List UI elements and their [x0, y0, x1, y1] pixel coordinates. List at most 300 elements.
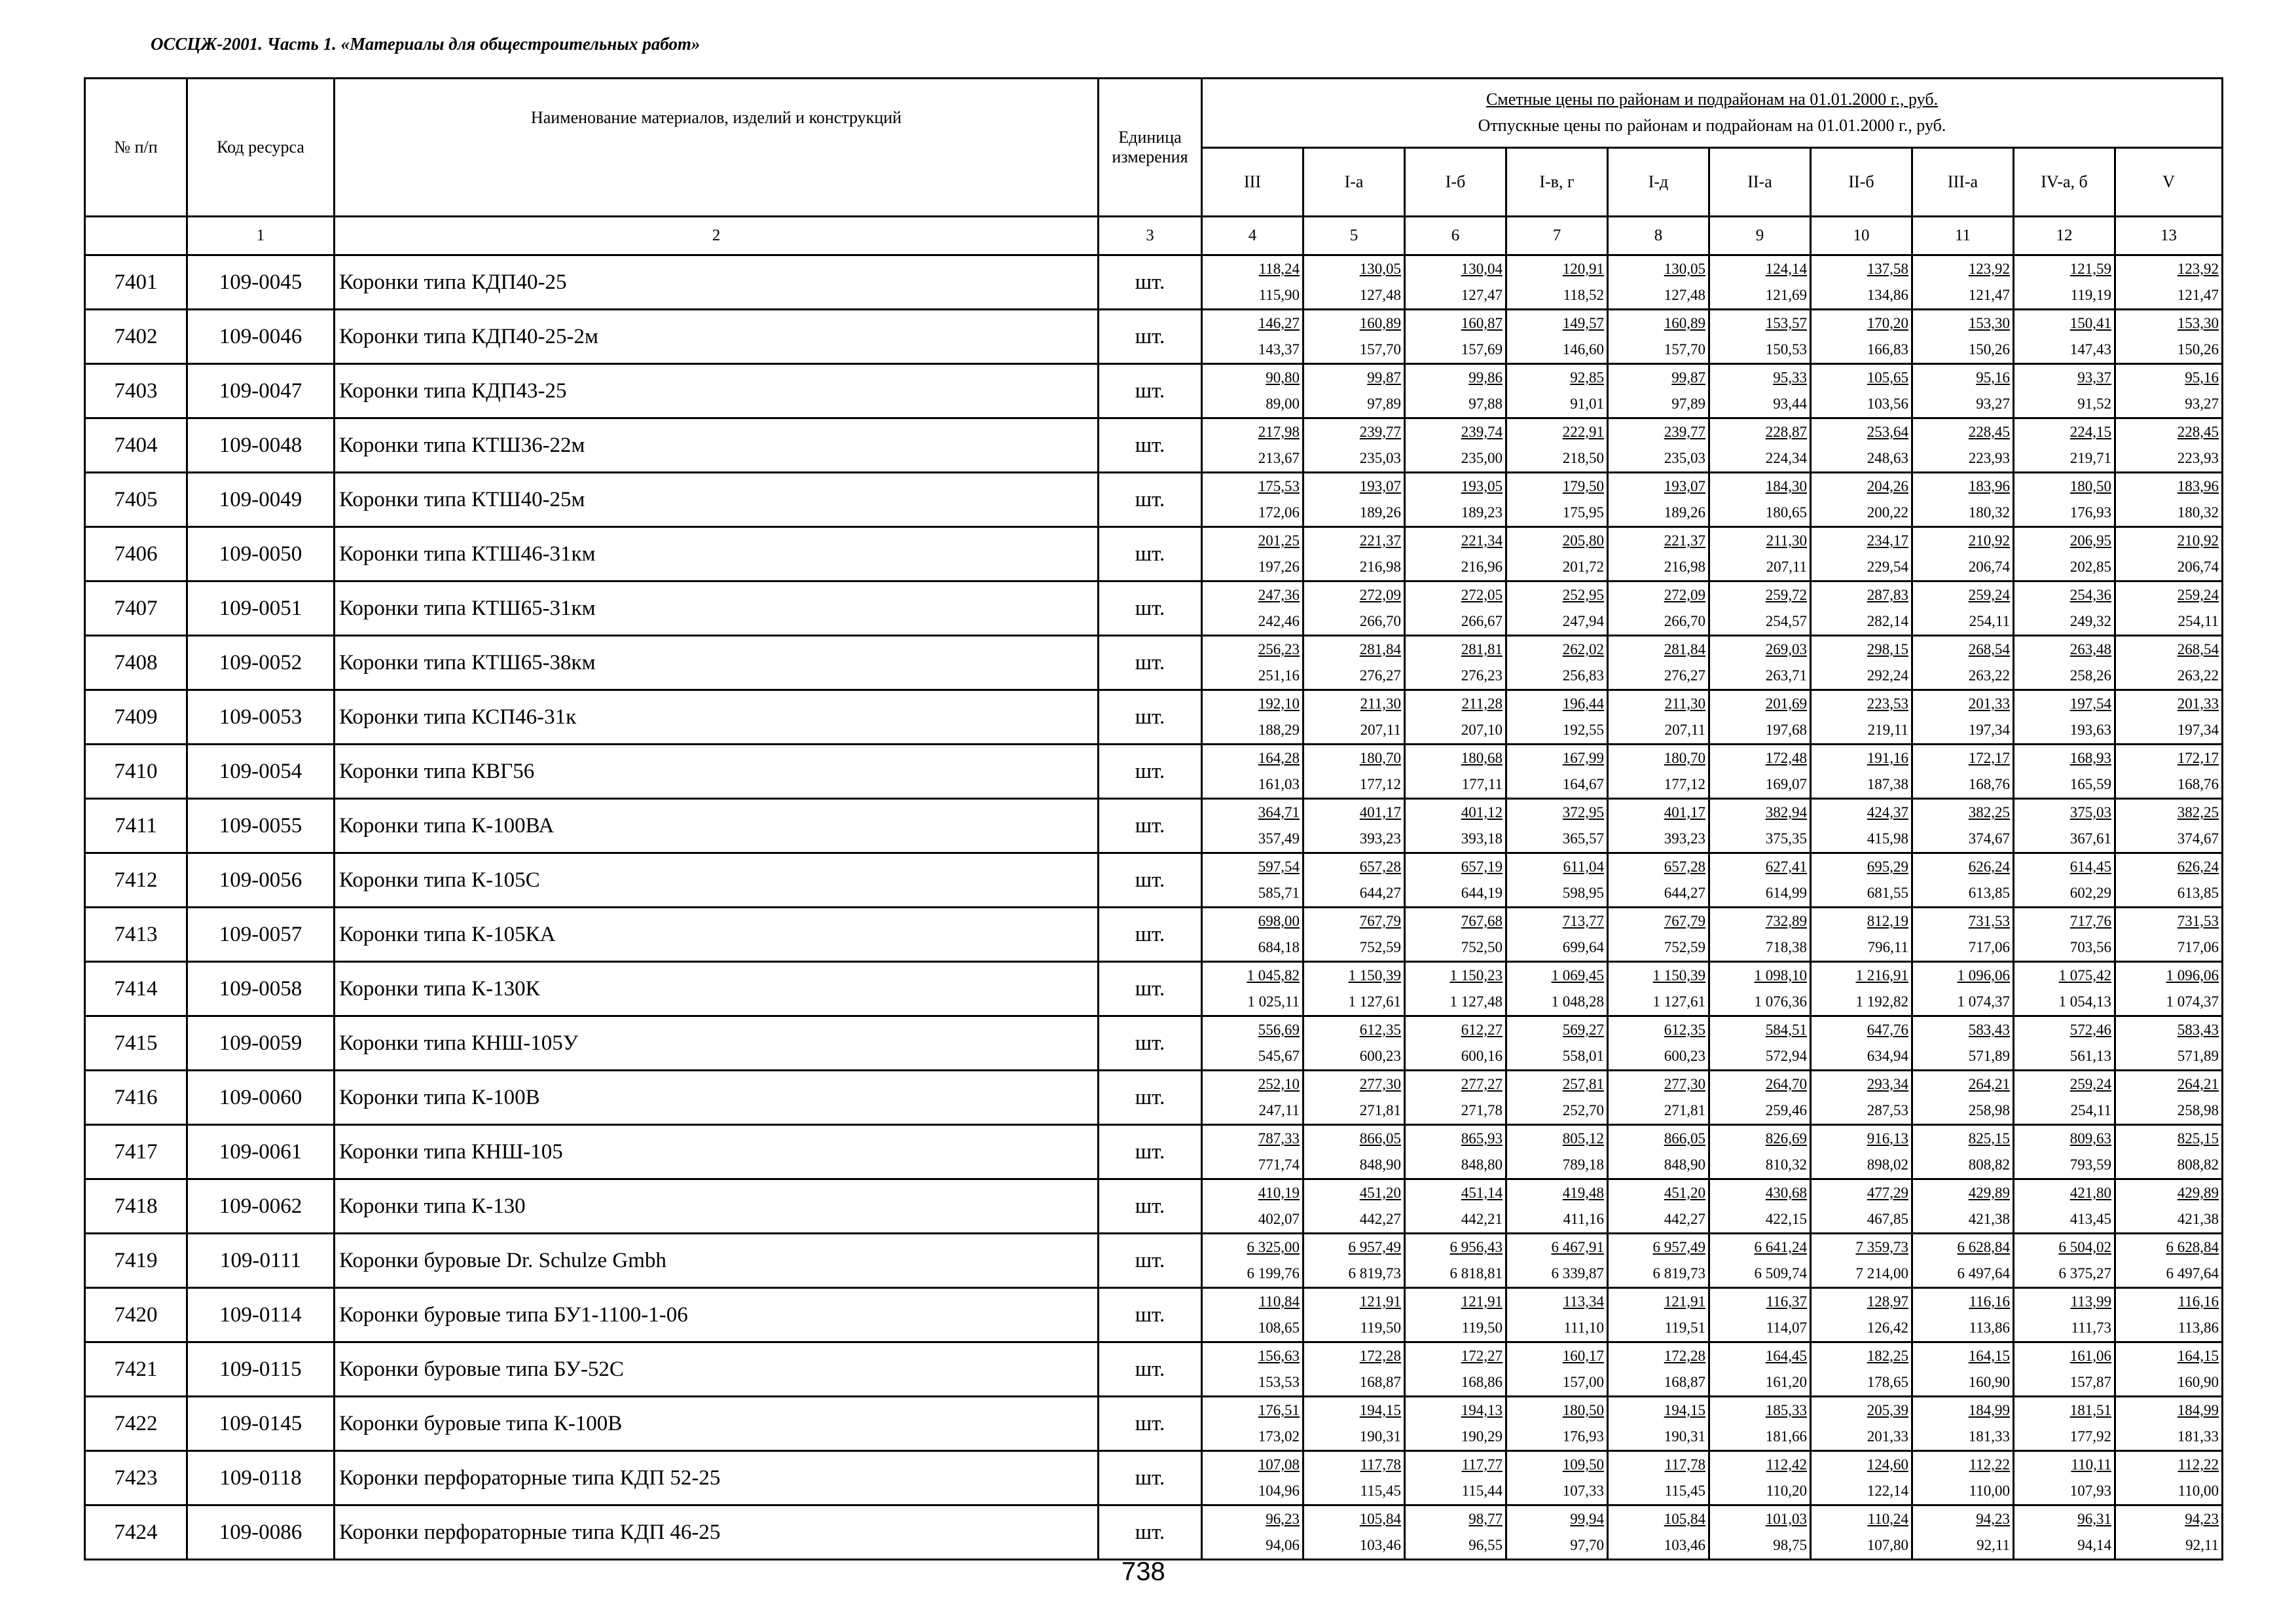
- estimate-price: 164,45: [1765, 1348, 1807, 1364]
- estimate-price: 99,87: [1367, 369, 1401, 386]
- price-cell: [1811, 310, 1912, 364]
- price-cell: [2115, 418, 2223, 473]
- release-price: 146,60: [1562, 341, 1604, 358]
- price-cell: [1303, 636, 1405, 690]
- column-number: 12: [2014, 217, 2115, 255]
- price-cell: [1912, 1342, 2014, 1397]
- price-table: [84, 77, 2223, 1560]
- estimate-price: 112,22: [2178, 1456, 2219, 1473]
- material-name: Коронки буровые типа К-100В: [335, 1397, 1099, 1451]
- estimate-price: 150,41: [2069, 315, 2111, 331]
- resource-code: 109-0050: [187, 527, 335, 581]
- estimate-price: 7 359,73: [1855, 1239, 1908, 1255]
- estimate-price: 809,63: [2069, 1130, 2111, 1147]
- unit-cell: шт.: [1099, 1125, 1202, 1179]
- release-price: 561,13: [2069, 1048, 2111, 1064]
- price-cell: [2014, 853, 2115, 908]
- release-price: 91,52: [2077, 396, 2111, 412]
- price-cell: [1709, 1505, 1811, 1560]
- material-name: Коронки типа К-105КА: [335, 908, 1099, 962]
- estimate-price: 201,25: [1258, 532, 1300, 549]
- estimate-price: 1 045,82: [1247, 967, 1300, 984]
- estimate-price: 569,27: [1562, 1022, 1604, 1038]
- estimate-price: 221,37: [1359, 532, 1401, 549]
- estimate-price: 257,81: [1562, 1076, 1604, 1092]
- unit-cell: шт.: [1099, 1234, 1202, 1288]
- table-row: [85, 745, 2223, 799]
- price-cell: [1709, 1451, 1811, 1505]
- estimate-price: 614,45: [2069, 858, 2111, 875]
- table-row: [85, 1234, 2223, 1288]
- release-price: 258,98: [2177, 1102, 2219, 1118]
- release-price: 189,26: [1359, 504, 1401, 521]
- release-price: 247,94: [1562, 613, 1604, 629]
- price-cell: [1912, 1234, 2014, 1288]
- table-row: [85, 853, 2223, 908]
- release-price: 6 497,64: [2166, 1265, 2219, 1282]
- estimate-price: 239,77: [1664, 424, 1705, 440]
- unit-cell: шт.: [1099, 255, 1202, 310]
- price-cell: [2014, 1179, 2115, 1234]
- release-price: 442,21: [1461, 1211, 1503, 1227]
- price-cell: [1608, 1234, 1709, 1288]
- release-price: 266,67: [1461, 613, 1503, 629]
- price-cell: [1811, 690, 1912, 745]
- estimate-price: 217,98: [1258, 424, 1300, 440]
- release-price: 206,74: [1968, 559, 2010, 575]
- estimate-price: 259,24: [2177, 587, 2219, 603]
- release-price: 271,78: [1461, 1102, 1503, 1118]
- estimate-price: 168,93: [2069, 750, 2111, 766]
- price-cell: [1709, 690, 1811, 745]
- resource-code: 109-0114: [187, 1288, 335, 1342]
- release-price: 263,22: [2177, 667, 2219, 684]
- release-price: 808,82: [1968, 1156, 2010, 1173]
- release-price: 703,56: [2069, 939, 2111, 955]
- release-price: 1 048,28: [1551, 993, 1604, 1010]
- release-price: 150,26: [1968, 341, 2010, 358]
- estimate-price: 401,17: [1664, 804, 1705, 821]
- price-cell: [1912, 1451, 2014, 1505]
- price-cell: [1202, 636, 1303, 690]
- release-price: 558,01: [1562, 1048, 1604, 1064]
- row-number: 7420: [85, 1288, 187, 1342]
- price-cell: [1709, 1288, 1811, 1342]
- price-cell: [2014, 1125, 2115, 1179]
- release-price: 157,87: [2069, 1374, 2111, 1390]
- price-cell: [2115, 962, 2223, 1016]
- estimate-price: 268,54: [1968, 641, 2010, 657]
- price-cell: [1608, 527, 1709, 581]
- price-cell: [1709, 1234, 1811, 1288]
- price-cell: [1506, 310, 1608, 364]
- release-price: 258,26: [2069, 667, 2111, 684]
- price-cell: [2014, 581, 2115, 636]
- release-price: 193,63: [2069, 722, 2111, 738]
- estimate-price: 477,29: [1867, 1185, 1908, 1201]
- estimate-price: 364,71: [1258, 804, 1300, 821]
- region-header: II-а: [1709, 147, 1811, 217]
- release-price: 175,95: [1562, 504, 1604, 521]
- release-price: 113,86: [1969, 1320, 2010, 1336]
- estimate-price: 451,14: [1461, 1185, 1503, 1201]
- estimate-price: 382,25: [1968, 804, 2010, 821]
- release-price: 771,74: [1258, 1156, 1300, 1173]
- price-cell: [2014, 799, 2115, 853]
- price-cell: [1912, 745, 2014, 799]
- price-cell: [2014, 1451, 2115, 1505]
- release-price: 256,83: [1562, 667, 1604, 684]
- release-price: 160,90: [2177, 1374, 2219, 1390]
- estimate-price: 206,95: [2069, 532, 2111, 549]
- price-cell: [1709, 364, 1811, 418]
- row-number: 7401: [85, 255, 187, 310]
- release-price: 421,38: [1968, 1211, 2010, 1227]
- estimate-price: 105,65: [1867, 369, 1908, 386]
- estimate-price: 264,21: [2177, 1076, 2219, 1092]
- table-row: [85, 690, 2223, 745]
- release-price: 442,27: [1664, 1211, 1705, 1227]
- release-price: 113,86: [2178, 1320, 2219, 1336]
- column-number: 1: [187, 217, 335, 255]
- region-header: IV-а, б: [2014, 147, 2115, 217]
- release-price: 247,11: [1258, 1102, 1300, 1118]
- release-price: 259,46: [1765, 1102, 1807, 1118]
- price-cell: [1811, 1179, 1912, 1234]
- unit-cell: шт.: [1099, 581, 1202, 636]
- resource-code: 109-0048: [187, 418, 335, 473]
- price-cell: [1506, 527, 1608, 581]
- release-price: 127,48: [1664, 287, 1705, 303]
- release-price: 600,23: [1664, 1048, 1705, 1064]
- estimate-price: 372,95: [1562, 804, 1604, 821]
- release-price: 393,18: [1461, 830, 1503, 847]
- row-number: 7402: [85, 310, 187, 364]
- unit-cell: шт.: [1099, 1071, 1202, 1125]
- unit-cell: шт.: [1099, 962, 1202, 1016]
- price-cell: [2115, 581, 2223, 636]
- resource-code: 109-0049: [187, 473, 335, 527]
- estimate-price: 117,77: [1461, 1456, 1503, 1473]
- release-price: 92,11: [2185, 1537, 2219, 1553]
- release-price: 411,16: [1563, 1211, 1604, 1227]
- release-price: 97,70: [1570, 1537, 1604, 1553]
- unit-cell: шт.: [1099, 636, 1202, 690]
- release-price: 187,38: [1867, 776, 1908, 792]
- release-price: 111,73: [2071, 1320, 2111, 1336]
- price-cell: [1303, 1125, 1405, 1179]
- price-cell: [1811, 418, 1912, 473]
- price-cell: [1506, 745, 1608, 799]
- release-price: 1 074,37: [1957, 993, 2010, 1010]
- price-cell: [1405, 1397, 1506, 1451]
- release-price: 92,11: [1977, 1537, 2010, 1553]
- resource-code: 109-0118: [187, 1451, 335, 1505]
- release-price: 169,07: [1765, 776, 1807, 792]
- price-cell: [1608, 799, 1709, 853]
- release-price: 752,59: [1664, 939, 1705, 955]
- estimate-price: 180,70: [1359, 750, 1401, 766]
- material-name: Коронки типа КСП46-31к: [335, 690, 1099, 745]
- material-name: Коронки типа КТШ36-22м: [335, 418, 1099, 473]
- estimate-price: 647,76: [1867, 1022, 1908, 1038]
- release-price: 168,87: [1359, 1374, 1401, 1390]
- price-cell: [1608, 1288, 1709, 1342]
- estimate-price: 105,84: [1664, 1511, 1705, 1527]
- estimate-price: 121,91: [1664, 1293, 1705, 1310]
- price-cell: [2014, 310, 2115, 364]
- estimate-price: 612,35: [1664, 1022, 1705, 1038]
- estimate-price: 767,79: [1359, 913, 1401, 929]
- release-price: 699,64: [1562, 939, 1604, 955]
- release-price: 254,11: [2070, 1102, 2111, 1118]
- release-price: 718,38: [1765, 939, 1807, 955]
- release-price: 188,29: [1258, 722, 1300, 738]
- region-header: I-в, г: [1506, 147, 1608, 217]
- header-code: Код ресурса: [187, 79, 335, 217]
- estimate-price: 287,83: [1867, 587, 1908, 603]
- price-cell: [1202, 799, 1303, 853]
- estimate-price: 259,24: [2069, 1076, 2111, 1092]
- estimate-price: 164,28: [1258, 750, 1300, 766]
- resource-code: 109-0111: [187, 1234, 335, 1288]
- estimate-price: 99,86: [1468, 369, 1503, 386]
- release-price: 218,50: [1562, 450, 1604, 466]
- release-price: 153,53: [1258, 1374, 1300, 1390]
- price-cell: [1811, 799, 1912, 853]
- release-price: 602,29: [2069, 885, 2111, 901]
- unit-cell: шт.: [1099, 364, 1202, 418]
- price-cell: [1405, 527, 1506, 581]
- price-cell: [1303, 745, 1405, 799]
- release-price: 166,83: [1867, 341, 1908, 358]
- price-cell: [1303, 527, 1405, 581]
- estimate-price: 627,41: [1765, 858, 1807, 875]
- price-cell: [1709, 745, 1811, 799]
- price-cell: [1608, 1071, 1709, 1125]
- resource-code: 109-0047: [187, 364, 335, 418]
- table-row: [85, 473, 2223, 527]
- header-num: № п/п: [85, 79, 187, 217]
- estimate-price: 277,30: [1664, 1076, 1705, 1092]
- estimate-price: 421,80: [2069, 1185, 2111, 1201]
- estimate-price: 263,48: [2069, 641, 2111, 657]
- estimate-price: 657,28: [1359, 858, 1401, 875]
- price-cell: [1709, 527, 1811, 581]
- release-price: 402,07: [1258, 1211, 1300, 1227]
- price-cell: [1608, 1342, 1709, 1397]
- release-price: 114,07: [1766, 1320, 1807, 1336]
- price-cell: [1608, 636, 1709, 690]
- estimate-price: 185,33: [1765, 1402, 1807, 1418]
- resource-code: 109-0053: [187, 690, 335, 745]
- release-price: 634,94: [1867, 1048, 1908, 1064]
- price-cell: [1608, 1451, 1709, 1505]
- price-cell: [1811, 1288, 1912, 1342]
- price-cell: [1811, 1125, 1912, 1179]
- price-cell: [1405, 1016, 1506, 1071]
- release-price: 172,06: [1258, 504, 1300, 521]
- estimate-price: 732,89: [1765, 913, 1807, 929]
- release-price: 216,96: [1461, 559, 1503, 575]
- price-cell: [1202, 745, 1303, 799]
- price-cell: [1405, 1342, 1506, 1397]
- table-row: [85, 310, 2223, 364]
- price-cell: [1709, 962, 1811, 1016]
- price-cell: [1506, 1342, 1608, 1397]
- estimate-price: 767,79: [1664, 913, 1705, 929]
- release-price: 898,02: [1867, 1156, 1908, 1173]
- price-cell: [1709, 908, 1811, 962]
- table-row: [85, 364, 2223, 418]
- estimate-price: 112,22: [1969, 1456, 2010, 1473]
- release-price: 644,27: [1359, 885, 1401, 901]
- release-price: 848,80: [1461, 1156, 1503, 1173]
- estimate-price: 193,07: [1664, 478, 1705, 494]
- price-cell: [1202, 908, 1303, 962]
- price-cell: [1709, 473, 1811, 527]
- price-cell: [2115, 1234, 2223, 1288]
- estimate-price: 211,28: [1461, 695, 1503, 712]
- header-release-prices: Отпускные цены по районам и подрайонам на 01.01.2000 г., руб.: [1478, 116, 1946, 136]
- release-price: 276,27: [1359, 667, 1401, 684]
- resource-code: 109-0051: [187, 581, 335, 636]
- estimate-price: 172,28: [1664, 1348, 1705, 1364]
- price-cell: [1303, 364, 1405, 418]
- region-header: I-д: [1608, 147, 1709, 217]
- price-cell: [2115, 1179, 2223, 1234]
- price-cell: [1202, 581, 1303, 636]
- price-cell: [1709, 799, 1811, 853]
- material-name: Коронки типа КДП40-25: [335, 255, 1099, 310]
- release-price: 282,14: [1867, 613, 1908, 629]
- release-price: 600,16: [1461, 1048, 1503, 1064]
- estimate-price: 259,24: [1968, 587, 2010, 603]
- estimate-price: 130,05: [1359, 261, 1401, 277]
- table-row: [85, 962, 2223, 1016]
- resource-code: 109-0055: [187, 799, 335, 853]
- row-number: 7418: [85, 1179, 187, 1234]
- estimate-price: 210,92: [1968, 532, 2010, 549]
- estimate-price: 298,15: [1867, 641, 1908, 657]
- estimate-price: 767,68: [1461, 913, 1503, 929]
- header-name: Наименование материалов, изделий и конструкций: [335, 79, 1099, 217]
- estimate-price: 826,69: [1765, 1130, 1807, 1147]
- price-cell: [1709, 636, 1811, 690]
- price-cell: [2115, 310, 2223, 364]
- estimate-price: 172,27: [1461, 1348, 1503, 1364]
- price-cell: [1506, 636, 1608, 690]
- estimate-price: 272,09: [1664, 587, 1705, 603]
- price-cell: [1912, 1288, 2014, 1342]
- column-number: 13: [2115, 217, 2223, 255]
- estimate-price: 96,23: [1266, 1511, 1300, 1527]
- estimate-price: 1 096,06: [1957, 967, 2010, 984]
- estimate-price: 179,50: [1562, 478, 1604, 494]
- estimate-price: 194,13: [1461, 1402, 1503, 1418]
- release-price: 107,33: [1562, 1483, 1604, 1499]
- estimate-price: 657,19: [1461, 858, 1503, 875]
- release-price: 276,27: [1664, 667, 1705, 684]
- release-price: 219,11: [1867, 722, 1908, 738]
- table-row: [85, 1451, 2223, 1505]
- release-price: 202,85: [2069, 559, 2111, 575]
- estimate-price: 6 956,43: [1449, 1239, 1503, 1255]
- row-number: 7422: [85, 1397, 187, 1451]
- estimate-price: 160,89: [1359, 315, 1401, 331]
- estimate-price: 264,21: [1968, 1076, 2010, 1092]
- estimate-price: 259,72: [1765, 587, 1807, 603]
- estimate-price: 95,16: [1976, 369, 2010, 386]
- release-price: 103,56: [1867, 396, 1908, 412]
- material-name: Коронки типа К-130К: [335, 962, 1099, 1016]
- price-cell: [1506, 255, 1608, 310]
- release-price: 276,23: [1461, 667, 1503, 684]
- estimate-price: 124,14: [1765, 261, 1807, 277]
- release-price: 126,42: [1867, 1320, 1908, 1336]
- estimate-price: 262,02: [1562, 641, 1604, 657]
- price-cell: [2014, 1234, 2115, 1288]
- price-cell: [1912, 908, 2014, 962]
- price-cell: [1405, 310, 1506, 364]
- release-price: 121,47: [1968, 287, 2010, 303]
- price-cell: [1912, 853, 2014, 908]
- price-cell: [1202, 1342, 1303, 1397]
- estimate-price: 731,53: [2177, 913, 2219, 929]
- price-cell: [1709, 1125, 1811, 1179]
- price-cell: [1202, 1125, 1303, 1179]
- estimate-price: 584,51: [1765, 1022, 1807, 1038]
- release-price: 108,65: [1258, 1320, 1300, 1336]
- release-price: 224,34: [1765, 450, 1807, 466]
- release-price: 177,92: [2069, 1428, 2111, 1445]
- estimate-price: 176,51: [1258, 1402, 1300, 1418]
- release-price: 571,89: [2177, 1048, 2219, 1064]
- price-cell: [2014, 636, 2115, 690]
- estimate-price: 121,59: [2069, 261, 2111, 277]
- estimate-price: 281,81: [1461, 641, 1503, 657]
- release-price: 97,89: [1367, 396, 1401, 412]
- price-cell: [1811, 745, 1912, 799]
- release-price: 357,49: [1258, 830, 1300, 847]
- release-price: 263,71: [1765, 667, 1807, 684]
- release-price: 375,35: [1765, 830, 1807, 847]
- estimate-price: 184,30: [1765, 478, 1807, 494]
- price-cell: [1608, 1125, 1709, 1179]
- price-cell: [1506, 1125, 1608, 1179]
- release-price: 796,11: [1867, 939, 1908, 955]
- unit-cell: шт.: [1099, 690, 1202, 745]
- release-price: 1 127,61: [1652, 993, 1705, 1010]
- estimate-price: 6 641,24: [1754, 1239, 1807, 1255]
- table-row: [85, 799, 2223, 853]
- price-cell: [1709, 418, 1811, 473]
- release-price: 119,19: [2070, 287, 2111, 303]
- price-cell: [1811, 255, 1912, 310]
- estimate-price: 94,23: [2185, 1511, 2219, 1527]
- row-number: 7423: [85, 1451, 187, 1505]
- price-cell: [1709, 1071, 1811, 1125]
- estimate-price: 281,84: [1359, 641, 1401, 657]
- price-cell: [1912, 364, 2014, 418]
- price-cell: [1202, 310, 1303, 364]
- estimate-price: 93,37: [2077, 369, 2111, 386]
- price-cell: [1405, 364, 1506, 418]
- price-cell: [1709, 853, 1811, 908]
- release-price: 848,90: [1359, 1156, 1401, 1173]
- release-price: 134,86: [1867, 287, 1908, 303]
- release-price: 600,23: [1359, 1048, 1401, 1064]
